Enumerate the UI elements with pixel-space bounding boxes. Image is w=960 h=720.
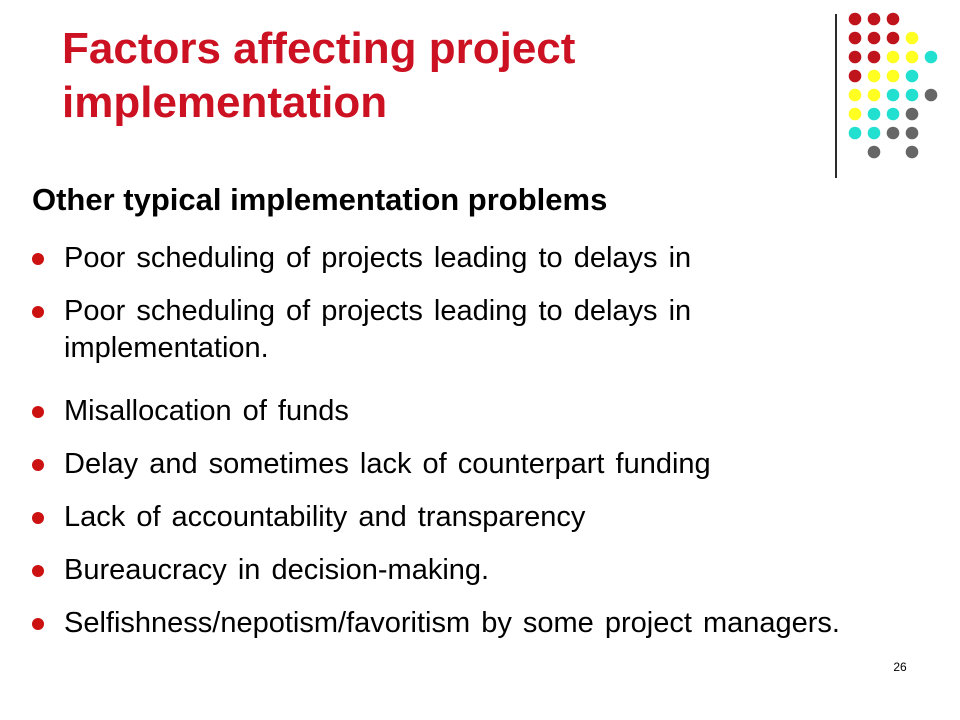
slide-title: Factors affecting project implementation	[62, 24, 576, 127]
decor-dot	[868, 89, 881, 102]
decor-dot	[849, 108, 862, 121]
decor-dot	[868, 70, 881, 83]
decor-dot	[849, 70, 862, 83]
decor-dot	[906, 89, 919, 102]
bullet-item	[64, 499, 854, 536]
bullet-item	[64, 446, 854, 483]
decor-dot	[925, 51, 938, 64]
decor-dot	[887, 89, 900, 102]
decor-dot	[849, 13, 862, 26]
decor-dot	[887, 108, 900, 121]
decor-dot	[887, 127, 900, 140]
decor-dot	[925, 89, 938, 102]
decor-dot	[849, 89, 862, 102]
decor-dot	[849, 127, 862, 140]
decor-dot	[868, 32, 881, 45]
bullet-dot-icon	[32, 406, 44, 418]
decor-dot	[906, 70, 919, 83]
bullet-text: Poor scheduling of projects leading to delays in implementation.	[64, 295, 692, 364]
bullet-item	[64, 552, 854, 589]
bullet-text: Lack of accountability and transparency	[64, 501, 586, 533]
decor-dot	[887, 13, 900, 26]
bullet-item	[64, 240, 854, 277]
bullet-dot-icon	[32, 512, 44, 524]
decor-dot	[906, 127, 919, 140]
bullet-dot-icon	[32, 565, 44, 577]
decor-dot	[887, 70, 900, 83]
title-divider	[835, 14, 837, 178]
decor-dot	[906, 51, 919, 64]
bullet-text: Selfishness/nepotism/favoritism by some project managers.	[64, 607, 840, 639]
bullet-dot-icon	[32, 459, 44, 471]
decor-dot	[906, 108, 919, 121]
decor-dot	[868, 13, 881, 26]
decor-dot	[868, 127, 881, 140]
bullet-item	[64, 393, 854, 430]
decor-dot	[868, 108, 881, 121]
page-number: 26	[893, 660, 907, 674]
decor-dot	[849, 51, 862, 64]
bullet-text: Bureaucracy in decision-making.	[64, 554, 490, 586]
bullet-dot-icon	[32, 306, 44, 318]
bullet-item	[64, 605, 854, 642]
decorative-dot-grid	[846, 10, 946, 160]
bullet-text: Delay and sometimes lack of counterpart funding	[64, 448, 711, 480]
decor-dot	[849, 32, 862, 45]
decor-dot	[906, 146, 919, 159]
bullet-dot-icon	[32, 253, 44, 265]
decor-dot	[868, 146, 881, 159]
decor-dot	[887, 32, 900, 45]
decor-dot	[868, 51, 881, 64]
decor-dot	[906, 32, 919, 45]
bullet-text: Poor scheduling of projects leading to delays in	[64, 242, 692, 274]
decor-dot	[887, 51, 900, 64]
slide-subtitle: Other typical implementation problems	[32, 182, 608, 217]
bullet-dot-icon	[32, 618, 44, 630]
bullet-text: Misallocation of funds	[64, 395, 349, 427]
bullet-item	[64, 293, 854, 367]
